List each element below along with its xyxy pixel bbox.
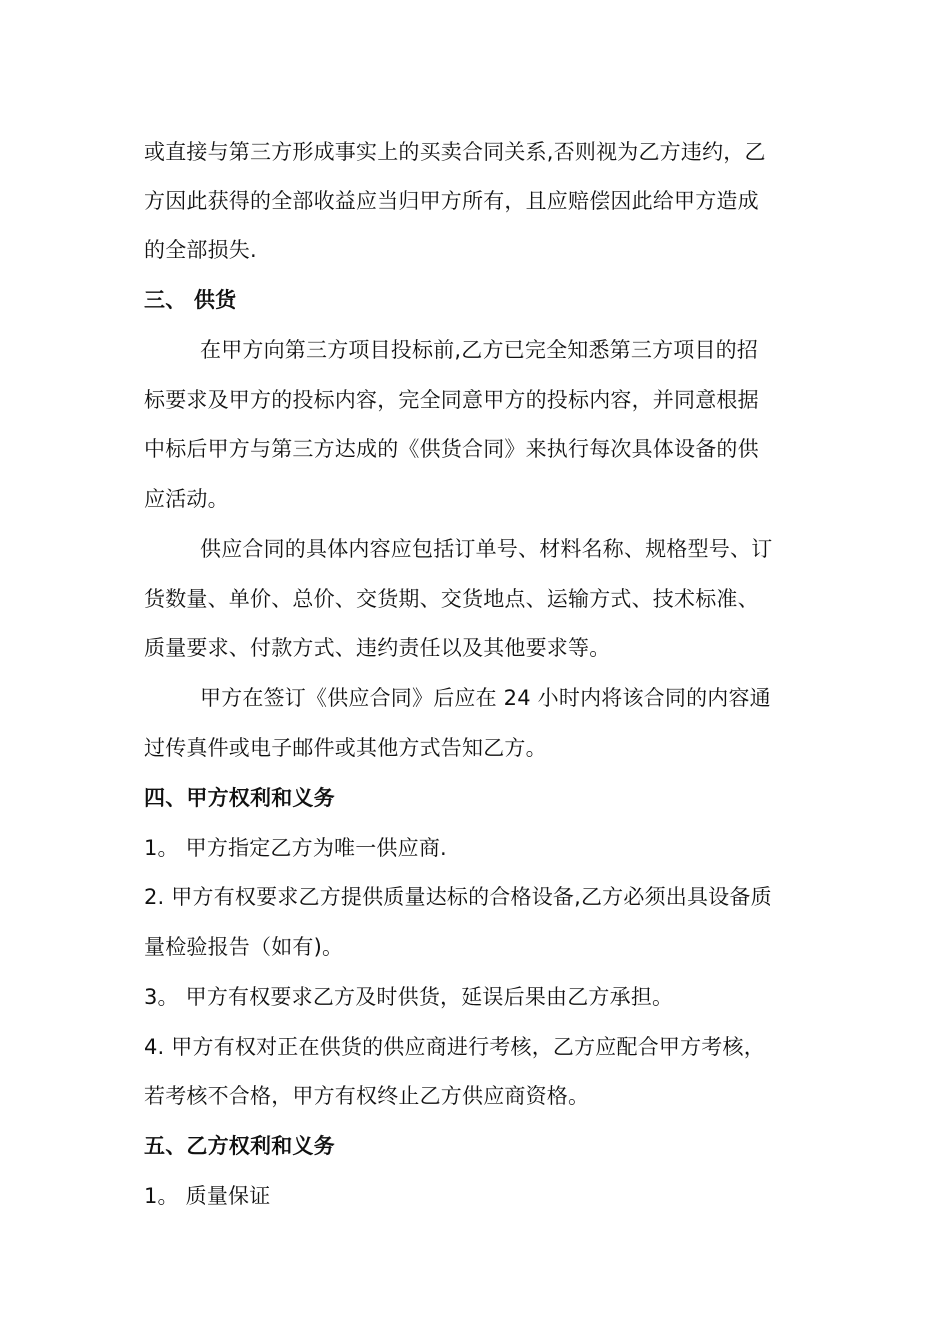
text-line: 应活动。 (144, 487, 229, 511)
text-line: 方因此获得的全部收益应当归甲方所有，且应赔偿因此给甲方造成 (144, 189, 759, 213)
text-line: 在甲方向第三方项目投标前,乙方已完全知悉第三方项目的招 (200, 338, 759, 362)
text-line: 质量要求、付款方式、违约责任以及其他要求等。 (144, 636, 611, 660)
section-heading-party-a: 四、甲方权利和义务 (144, 786, 335, 810)
text-line: 供应合同的具体内容应包括订单号、材料名称、规格型号、订 (200, 537, 773, 561)
text-line: 中标后甲方与第三方达成的《供货合同》来执行每次具体设备的供 (144, 437, 759, 461)
list-item: 3。 甲方有权要求乙方及时供货，延误后果由乙方承担。 (144, 985, 674, 1009)
text-line: 若考核不合格，甲方有权终止乙方供应商资格。 (144, 1084, 590, 1108)
text-line: 的全部损失. (144, 238, 257, 262)
list-item: 2. 甲方有权要求乙方提供质量达标的合格设备,乙方必须出具设备质 (144, 885, 772, 909)
text-line: 标要求及甲方的投标内容，完全同意甲方的投标内容，并同意根据 (144, 388, 759, 412)
text-line: 甲方在签订《供应合同》后应在 24 小时内将该合同的内容通 (200, 686, 771, 710)
text-line: 或直接与第三方形成事实上的买卖合同关系,否则视为乙方违约，乙 (144, 140, 766, 164)
text-line: 量检验报告（如有)。 (144, 935, 344, 959)
section-heading-supply: 三、 供货 (144, 288, 237, 312)
text-line: 过传真件或电子邮件或其他方式告知乙方。 (144, 736, 547, 760)
list-item: 1。 质量保证 (144, 1184, 271, 1208)
text-line: 货数量、单价、总价、交货期、交货地点、运输方式、技术标准、 (144, 587, 759, 611)
section-heading-party-b: 五、乙方权利和义务 (144, 1134, 335, 1158)
list-item: 1。 甲方指定乙方为唯一供应商. (144, 836, 447, 860)
list-item: 4. 甲方有权对正在供货的供应商进行考核，乙方应配合甲方考核， (144, 1035, 765, 1059)
